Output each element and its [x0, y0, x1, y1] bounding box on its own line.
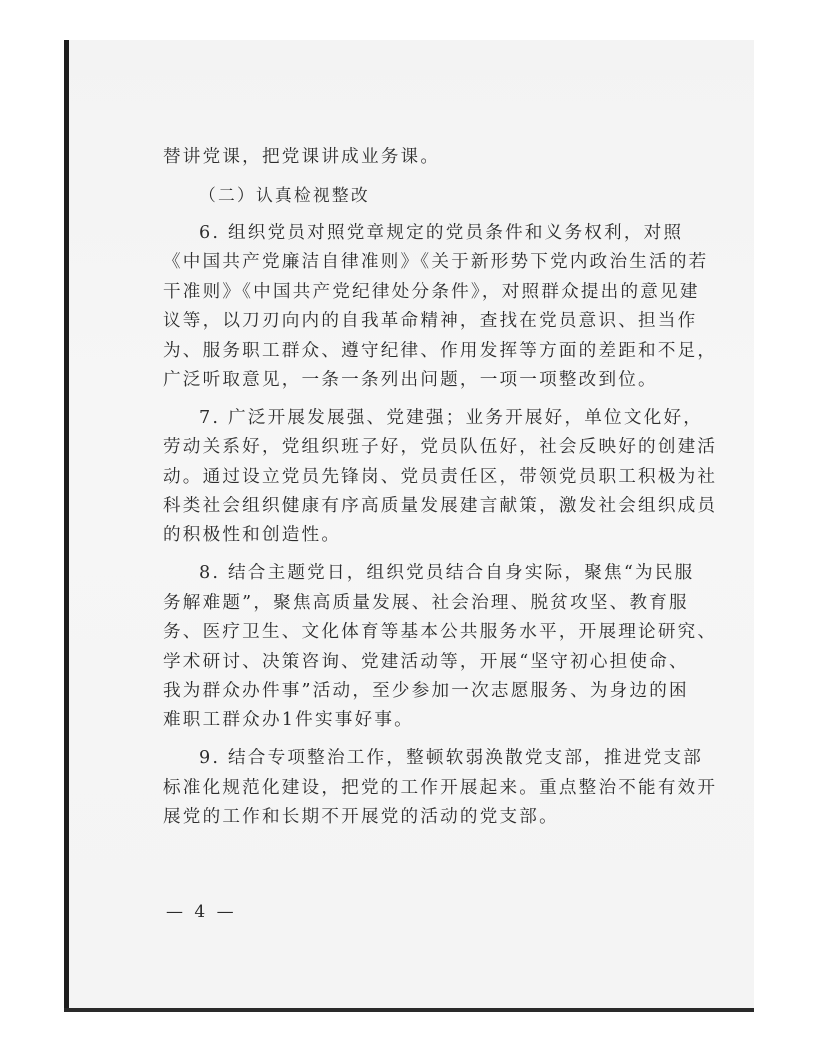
paragraph-item-8 — [163, 559, 718, 735]
page-number: — 4 — — [166, 902, 237, 922]
text-line: 议等，以刀刃向内的自我革命精神，查找在党员意识、担当作 — [163, 311, 698, 332]
text-line: 动。通过设立党员先锋岗、党员责任区，带领党员职工积极为社 — [163, 466, 718, 487]
document-body — [163, 143, 718, 833]
text-line: 标准化规范化建设，把党的工作开展起来。重点整治不能有效开 — [163, 777, 718, 798]
text-line: 7. 广泛开展发展强、党建强；业务开展好，单位文化好， — [199, 407, 704, 428]
paragraph-item-6 — [163, 219, 718, 395]
text-line: 务解难题”，聚焦高质量发展、社会治理、脱贫攻坚、教育服 — [163, 592, 689, 613]
text-line: 9. 结合专项整治工作，整顿软弱涣散党支部，推进党支部 — [199, 748, 704, 769]
scan-border-bottom — [64, 1008, 754, 1012]
text-line: 科类社会组织健康有序高质量发展建言献策，激发社会组织成员 — [163, 496, 718, 517]
paragraph-item-7 — [163, 404, 718, 551]
text-line: 学术研讨、决策咨询、党建活动等，开展“坚守初心担使命、 — [163, 651, 689, 672]
text-line: 展党的工作和长期不开展党的活动的党支部。 — [163, 807, 559, 828]
text-line: 替讲党课，把党课讲成业务课。 — [163, 147, 441, 167]
text-line: 为、服务职工群众、遵守纪律、作用发挥等方面的差距和不足， — [163, 340, 718, 361]
text-line: 劳动关系好，党组织班子好，党员队伍好，社会反映好的创建活 — [163, 437, 718, 458]
text-line: 《中国共产党廉洁自律准则》《关于新形势下党内政治生活的若 — [163, 252, 709, 273]
text-line: 务、医疗卫生、文化体育等基本公共服务水平，开展理论研究、 — [163, 622, 718, 643]
heading-text: （二）认真检视整改 — [199, 184, 370, 205]
paragraph-item-9 — [163, 744, 718, 832]
paragraph-continuation — [163, 143, 695, 172]
text-line: 6. 组织党员对照党章规定的党员条件和义务权利，对照 — [199, 222, 684, 243]
text-line: 干准则》《中国共产党纪律处分条件》，对照群众提出的意见建 — [163, 281, 700, 302]
text-line: 我为群众办件事”活动，至少参加一次志愿服务、为身边的困 — [163, 681, 689, 702]
section-heading — [163, 181, 695, 210]
text-line: 难职工群众办1件实事好事。 — [163, 710, 414, 731]
text-line: 的积极性和创造性。 — [163, 525, 342, 546]
text-line: 广泛听取意见，一条一条列出问题，一项一项整改到位。 — [163, 369, 658, 390]
text-line: 8. 结合主题党日，组织党员结合自身实际，聚焦“为民服 — [199, 563, 695, 584]
